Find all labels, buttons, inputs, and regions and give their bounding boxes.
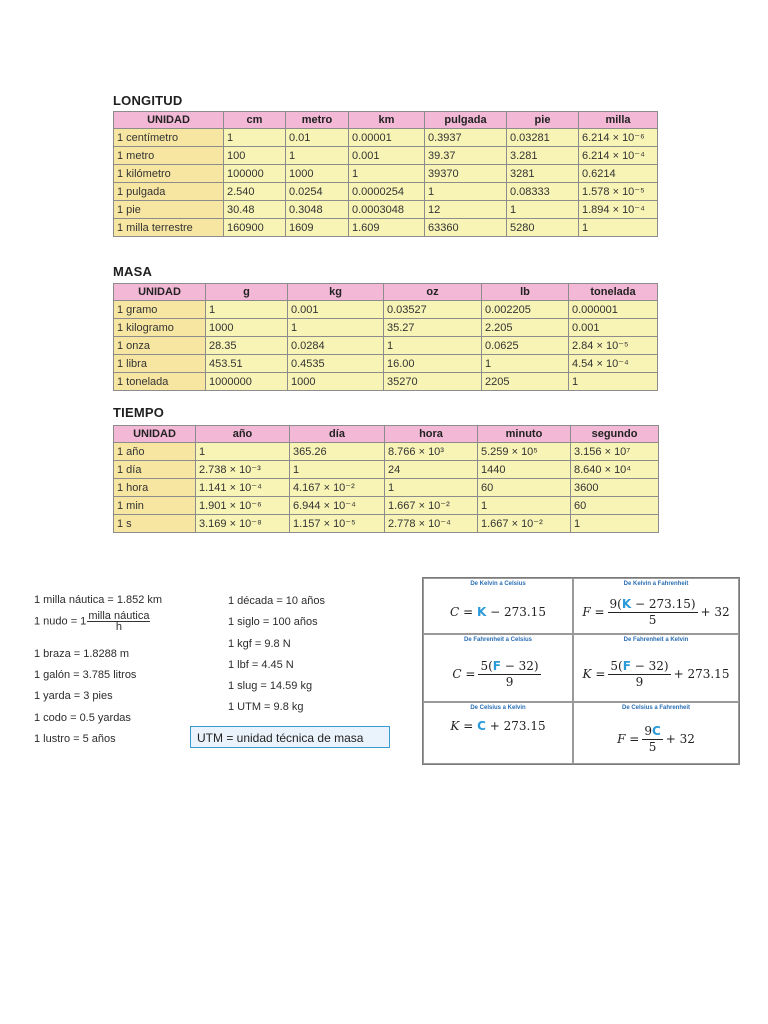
table-cell: 453.51: [206, 355, 288, 373]
eq-siglo: 1 siglo = 100 años: [228, 616, 318, 628]
formula-equals: =: [463, 719, 474, 733]
formula-variable: K: [476, 605, 487, 619]
table-row: [114, 301, 658, 319]
formula-num-post: − 32): [504, 658, 539, 673]
formula-lhs: F: [582, 605, 591, 619]
table-cell: 28.35: [206, 337, 288, 355]
table-row: [114, 479, 659, 497]
row-unit-label: 1 hora: [114, 479, 196, 497]
temperature-formulas: [422, 577, 740, 765]
table-row: [114, 443, 659, 461]
table-header-row: [114, 426, 659, 443]
formula-body: [424, 591, 572, 633]
formula-num-post: − 273.15): [635, 596, 696, 611]
formula-celsius-to-kelvin: [423, 702, 573, 764]
formula-numerator: [608, 659, 670, 675]
table-cell: 0.001: [349, 147, 425, 165]
eq-lustro: 1 lustro = 5 años: [34, 733, 116, 745]
column-header: segundo: [571, 426, 659, 443]
formula-kelvin-to-fahrenheit: [573, 578, 739, 634]
formula-body: [574, 715, 738, 763]
column-header: pulgada: [425, 112, 507, 129]
table-cell: 8.640 × 10⁴: [571, 461, 659, 479]
longitud-title: LONGITUD: [113, 93, 183, 108]
table-cell: 1: [384, 337, 482, 355]
eq-decada: 1 década = 10 años: [228, 595, 325, 607]
formula-num-pre: 5(: [610, 658, 623, 673]
table-cell: 6.214 × 10⁻⁴: [579, 147, 658, 165]
table-cell: 5280: [507, 219, 579, 237]
eq-lbf: 1 lbf = 4.45 N: [228, 659, 294, 671]
formula-equals: =: [594, 605, 605, 619]
column-header: UNIDAD: [114, 284, 206, 301]
table-row: [114, 355, 658, 373]
formula-lhs: K: [582, 667, 592, 681]
table-cell: 1: [290, 461, 385, 479]
utm-note-box: UTM = unidad técnica de masa: [190, 726, 390, 748]
formula-rest: + 32: [665, 732, 695, 746]
formula-variable: C: [651, 723, 661, 738]
table-cell: 0.3048: [286, 201, 349, 219]
formula-equals: =: [629, 732, 640, 746]
row-unit-label: 1 min: [114, 497, 196, 515]
column-header: cm: [224, 112, 286, 129]
column-header: tonelada: [569, 284, 658, 301]
row-unit-label: 1 s: [114, 515, 196, 533]
eq-nudo: [34, 611, 150, 632]
formula-fraction: [608, 659, 670, 690]
table-header-row: [114, 112, 658, 129]
table-cell: 0.0000254: [349, 183, 425, 201]
table-cell: 365.26: [290, 443, 385, 461]
formula-denominator: 9: [635, 674, 644, 689]
table-cell: 1000: [286, 165, 349, 183]
eq-utm: 1 UTM = 9.8 kg: [228, 701, 304, 713]
table-cell: 1: [571, 515, 659, 533]
formula-variable: C: [477, 719, 486, 733]
table-cell: 0.001: [288, 301, 384, 319]
table-cell: 60: [478, 479, 571, 497]
table-cell: 2.540: [224, 183, 286, 201]
table-cell: 0.00001: [349, 129, 425, 147]
formula-title: De Kelvin a Fahrenheit: [623, 581, 689, 587]
formula-numerator: [478, 659, 540, 675]
column-header: hora: [385, 426, 478, 443]
table-cell: 8.766 × 10³: [385, 443, 478, 461]
table-cell: 30.48: [224, 201, 286, 219]
masa-table: [113, 283, 658, 391]
table-cell: 0.001: [569, 319, 658, 337]
table-cell: 35270: [384, 373, 482, 391]
formula-lhs: C: [450, 605, 460, 619]
table-cell: 1: [288, 319, 384, 337]
row-unit-label: 1 metro: [114, 147, 224, 165]
formula-numerator: [642, 724, 662, 740]
eq-codo: 1 codo = 0.5 yardas: [34, 712, 131, 724]
row-unit-label: 1 pie: [114, 201, 224, 219]
row-unit-label: 1 día: [114, 461, 196, 479]
formula-celsius-to-fahrenheit: [573, 702, 739, 764]
tiempo-table: [113, 425, 659, 533]
row-unit-label: 1 onza: [114, 337, 206, 355]
formula-rest: − 273.15: [490, 605, 546, 619]
tiempo-title: TIEMPO: [113, 405, 165, 420]
table-cell: 1: [425, 183, 507, 201]
table-cell: 1: [385, 479, 478, 497]
masa-title: MASA: [113, 264, 153, 279]
eq-kgf: 1 kgf = 9.8 N: [228, 638, 291, 650]
formula-denominator: 5: [648, 739, 657, 754]
row-unit-label: 1 pulgada: [114, 183, 224, 201]
column-header: kg: [288, 284, 384, 301]
table-cell: 0.03281: [507, 129, 579, 147]
table-cell: 1: [206, 301, 288, 319]
table-cell: 1: [224, 129, 286, 147]
table-cell: 6.214 × 10⁻⁶: [579, 129, 658, 147]
formula-title: De Celsius a Fahrenheit: [621, 705, 691, 711]
table-cell: 3.156 × 10⁷: [571, 443, 659, 461]
table-row: [114, 147, 658, 165]
column-header: día: [290, 426, 385, 443]
table-cell: 2205: [482, 373, 569, 391]
column-header: pie: [507, 112, 579, 129]
equivalences-left: [34, 594, 214, 754]
table-cell: 3600: [571, 479, 659, 497]
table-cell: 1: [478, 497, 571, 515]
formula-title: De Celsius a Kelvin: [470, 705, 526, 711]
formula-fraction: [642, 724, 662, 755]
eq-galon: 1 galón = 3.785 litros: [34, 669, 137, 681]
table-cell: 63360: [425, 219, 507, 237]
table-cell: 0.4535: [288, 355, 384, 373]
table-cell: 0.6214: [579, 165, 658, 183]
row-unit-label: 1 tonelada: [114, 373, 206, 391]
table-row: [114, 461, 659, 479]
row-unit-label: 1 milla terrestre: [114, 219, 224, 237]
eq-nudo-fraction: [87, 611, 150, 632]
table-cell: 60: [571, 497, 659, 515]
table-cell: 2.84 × 10⁻⁵: [569, 337, 658, 355]
row-unit-label: 1 libra: [114, 355, 206, 373]
table-cell: 6.944 × 10⁻⁴: [290, 497, 385, 515]
table-cell: 1.578 × 10⁻⁵: [579, 183, 658, 201]
row-unit-label: 1 kilogramo: [114, 319, 206, 337]
table-row: [114, 183, 658, 201]
formula-title: De Fahrenheit a Kelvin: [623, 637, 689, 643]
table-row: [114, 373, 658, 391]
table-cell: 2.205: [482, 319, 569, 337]
formula-fahrenheit-to-celsius: [423, 634, 573, 702]
table-cell: 1.141 × 10⁻⁴: [196, 479, 290, 497]
table-cell: 0.01: [286, 129, 349, 147]
table-row: [114, 129, 658, 147]
formula-fraction: [608, 597, 698, 628]
formula-title: De Fahrenheit a Celsius: [463, 637, 533, 643]
table-cell: 1440: [478, 461, 571, 479]
row-unit-label: 1 año: [114, 443, 196, 461]
table-cell: 1.667 × 10⁻²: [385, 497, 478, 515]
formula-num-pre: 5(: [480, 658, 493, 673]
column-header: UNIDAD: [114, 112, 224, 129]
table-cell: 0.3937: [425, 129, 507, 147]
column-header: oz: [384, 284, 482, 301]
formula-title: De Kelvin a Celsius: [470, 581, 526, 587]
table-row: [114, 201, 658, 219]
formula-equals: =: [463, 605, 474, 619]
table-cell: 1609: [286, 219, 349, 237]
table-cell: 0.0625: [482, 337, 569, 355]
table-cell: 1000: [206, 319, 288, 337]
table-cell: 1: [579, 219, 658, 237]
table-cell: 3281: [507, 165, 579, 183]
table-cell: 1000000: [206, 373, 288, 391]
eq-yarda: 1 yarda = 3 pies: [34, 690, 113, 702]
table-cell: 4.167 × 10⁻²: [290, 479, 385, 497]
formula-variable: F: [492, 658, 501, 673]
table-cell: 1000: [288, 373, 384, 391]
formula-lhs: K: [450, 719, 460, 733]
table-cell: 1: [196, 443, 290, 461]
eq-nudo-prefix: 1 nudo = 1: [34, 615, 87, 628]
formula-body: [574, 647, 738, 701]
table-cell: 0.002205: [482, 301, 569, 319]
table-cell: 5.259 × 10⁵: [478, 443, 571, 461]
table-cell: 1: [349, 165, 425, 183]
table-header-row: [114, 284, 658, 301]
formula-variable: F: [622, 658, 631, 673]
row-unit-label: 1 centímetro: [114, 129, 224, 147]
table-cell: 100000: [224, 165, 286, 183]
formula-num-pre: 9: [644, 723, 652, 738]
table-cell: 100: [224, 147, 286, 165]
formula-equals: =: [465, 667, 476, 681]
formula-num-pre: 9(: [609, 596, 622, 611]
table-row: [114, 319, 658, 337]
eq-nudo-numerator: milla náutica: [88, 610, 150, 622]
column-header: metro: [286, 112, 349, 129]
table-row: [114, 165, 658, 183]
table-cell: 12: [425, 201, 507, 219]
table-cell: 0.000001: [569, 301, 658, 319]
formula-body: [574, 591, 738, 633]
column-header: km: [349, 112, 425, 129]
table-cell: 0.0254: [286, 183, 349, 201]
formula-fahrenheit-to-kelvin: [573, 634, 739, 702]
formula-denominator: 5: [648, 612, 657, 627]
table-cell: 35.27: [384, 319, 482, 337]
eq-milla-nautica: 1 milla náutica = 1.852 km: [34, 594, 163, 606]
table-cell: 16.00: [384, 355, 482, 373]
formula-rest: + 273.15: [489, 719, 546, 733]
row-unit-label: 1 gramo: [114, 301, 206, 319]
eq-braza: 1 braza = 1.8288 m: [34, 648, 130, 660]
column-header: UNIDAD: [114, 426, 196, 443]
table-cell: 4.54 × 10⁻⁴: [569, 355, 658, 373]
eq-slug: 1 slug = 14.59 kg: [228, 680, 313, 692]
table-cell: 24: [385, 461, 478, 479]
formula-num-post: − 32): [634, 658, 669, 673]
table-cell: 1: [507, 201, 579, 219]
table-cell: 1.901 × 10⁻⁶: [196, 497, 290, 515]
formula-kelvin-to-celsius: [423, 578, 573, 634]
table-cell: 0.03527: [384, 301, 482, 319]
table-row: [114, 337, 658, 355]
longitud-table: [113, 111, 658, 237]
table-cell: 2.738 × 10⁻³: [196, 461, 290, 479]
table-cell: 3.281: [507, 147, 579, 165]
formula-denominator: 9: [505, 674, 514, 689]
formula-rest: + 32: [700, 605, 730, 619]
formula-lhs: C: [452, 667, 462, 681]
column-header: milla: [579, 112, 658, 129]
column-header: año: [196, 426, 290, 443]
formula-body: [424, 647, 572, 701]
table-cell: 0.08333: [507, 183, 579, 201]
column-header: minuto: [478, 426, 571, 443]
table-cell: 1: [286, 147, 349, 165]
table-cell: 1: [569, 373, 658, 391]
column-header: lb: [482, 284, 569, 301]
formula-lhs: F: [617, 732, 626, 746]
formula-variable: K: [621, 596, 632, 611]
table-row: [114, 515, 659, 533]
row-unit-label: 1 kilómetro: [114, 165, 224, 183]
table-cell: 39370: [425, 165, 507, 183]
table-cell: 3.169 × 10⁻⁸: [196, 515, 290, 533]
eq-nudo-denominator: h: [115, 621, 122, 633]
table-cell: 160900: [224, 219, 286, 237]
table-cell: 0.0003048: [349, 201, 425, 219]
table-row: [114, 497, 659, 515]
formula-numerator: [608, 597, 698, 613]
table-cell: 1.667 × 10⁻²: [478, 515, 571, 533]
table-cell: 1.894 × 10⁻⁴: [579, 201, 658, 219]
table-row: [114, 219, 658, 237]
formula-equals: =: [595, 667, 606, 681]
formula-rest: + 273.15: [673, 667, 730, 681]
column-header: g: [206, 284, 288, 301]
table-cell: 0.0284: [288, 337, 384, 355]
table-cell: 1.609: [349, 219, 425, 237]
equivalences-right: [228, 595, 398, 715]
table-cell: 1: [482, 355, 569, 373]
formula-fraction: [478, 659, 540, 690]
table-cell: 1.157 × 10⁻⁵: [290, 515, 385, 533]
table-cell: 39.37: [425, 147, 507, 165]
formula-body: [424, 715, 572, 763]
table-cell: 2.778 × 10⁻⁴: [385, 515, 478, 533]
